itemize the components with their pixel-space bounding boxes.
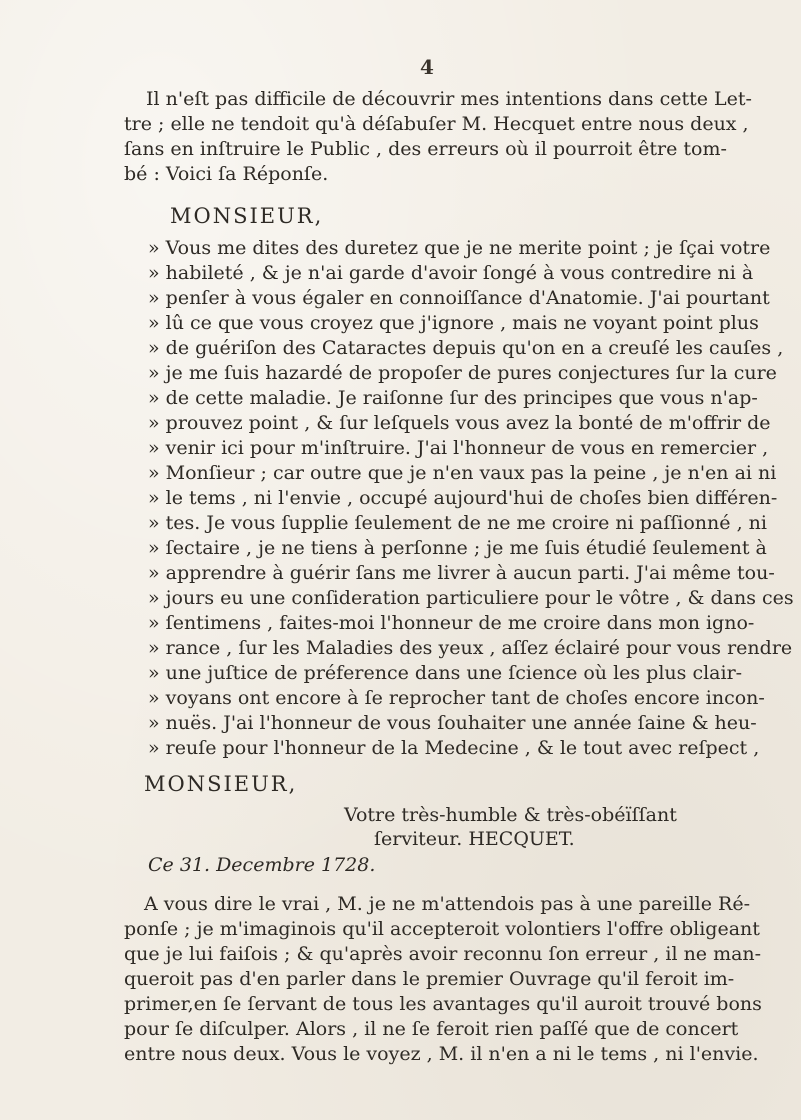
after-line-3: que je lui faiſois ; & qu'après avoir reconnu ſon erreur , il ne man- bbox=[124, 943, 762, 965]
after-line-4: queroit pas d'en parler dans le premier Ouvrage qu'il feroit im- bbox=[124, 968, 735, 990]
letter-line-7: » de cette maladie. Je raiſonne ſur des principes que vous n'ap- bbox=[148, 387, 758, 409]
letter-line-21: » reuſe pour l'honneur de la Medecine , & le tout avec reſpect , bbox=[148, 737, 760, 759]
letter-line-14: » apprendre à guérir ſans me livrer à aucun parti. J'ai même tou- bbox=[148, 562, 775, 584]
letter-line-13: » ſectaire , je ne tiens à perſonne ; je me ſuis étudié ſeulement à bbox=[148, 537, 767, 559]
letter-line-18: » une juſtice de préference dans une ſcience où les plus clair- bbox=[148, 662, 743, 684]
after-line-5: primer,en ſe ſervant de tous les avantages qu'il auroit trouvé bons bbox=[124, 993, 762, 1015]
closing-line-2: ſerviteur. HECQUET. bbox=[374, 828, 575, 850]
letter-line-4: » lû ce que vous croyez que j'ignore , mais ne voyant point plus bbox=[148, 312, 759, 334]
after-line-1: A vous dire le vrai , M. je ne m'attendois pas à une pareille Ré- bbox=[144, 893, 750, 915]
letter-date: Ce 31. Decembre 1728. bbox=[148, 854, 376, 876]
letter-line-16: » ſentimens , faites-moi l'honneur de me croire dans mon igno- bbox=[148, 612, 755, 634]
letter-line-20: » nuës. J'ai l'honneur de vous ſouhaiter une année ſaine & heu- bbox=[148, 712, 757, 734]
letter-line-3: » penſer à vous égaler en connoiſſance d'Anatomie. J'ai pourtant bbox=[148, 287, 770, 309]
intro-line-4: bé : Voici ſa Réponſe. bbox=[124, 163, 329, 185]
letter-line-2: » habileté , & je n'ai garde d'avoir ſongé à vous contredire ni à bbox=[148, 262, 754, 284]
closing-line-1: Votre très-humble & très-obéïſſant bbox=[344, 804, 677, 826]
intro-line-2: tre ; elle ne tendoit qu'à déſabuſer M. Hecquet entre nous deux , bbox=[124, 113, 749, 135]
intro-line-3: ſans en inſtruire le Public , des erreurs où il pourroit être tom- bbox=[124, 138, 727, 160]
letter-line-17: » rance , ſur les Maladies des yeux , aſſez éclairé pour vous rendre bbox=[148, 637, 793, 659]
after-line-6: pour ſe diſculper. Alors , il ne ſe feroit rien paſſé que de concert bbox=[124, 1018, 739, 1040]
intro-line-1: Il n'eſt pas difficile de découvrir mes intentions dans cette Let- bbox=[146, 88, 752, 110]
after-line-2: ponſe ; je m'imaginois qu'il accepteroit volontiers l'offre obligeant bbox=[124, 918, 760, 940]
salutation-top: MONSIEUR, bbox=[170, 204, 324, 228]
letter-line-12: » tes. Je vous ſupplie ſeulement de ne me croire ni paſſionné , ni bbox=[148, 512, 767, 534]
after-line-7: entre nous deux. Vous le voyez , M. il n'en a ni le tems , ni l'envie. bbox=[124, 1043, 759, 1065]
letter-line-10: » Monſieur ; car outre que je n'en vaux pas la peine , je n'en ai ni bbox=[148, 462, 777, 484]
letter-line-1: » Vous me dites des duretez que je ne merite point ; je ſçai votre bbox=[148, 237, 771, 259]
letter-line-11: » le tems , ni l'envie , occupé aujourd'hui de choſes bien différen- bbox=[148, 487, 778, 509]
letter-line-9: » venir ici pour m'inſtruire. J'ai l'honneur de vous en remercier , bbox=[148, 437, 769, 459]
letter-line-19: » voyans ont encore à ſe reprocher tant de choſes encore incon- bbox=[148, 687, 765, 709]
letter-line-8: » prouvez point , & ſur leſquels vous avez la bonté de m'offrir de bbox=[148, 412, 771, 434]
salutation-bottom: MONSIEUR, bbox=[144, 772, 298, 796]
letter-line-15: » jours eu une conſideration particuliere pour le vôtre , & dans ces bbox=[148, 587, 794, 609]
letter-line-6: » je me ſuis hazardé de propoſer de pures conjectures ſur la cure bbox=[148, 362, 777, 384]
page-number: 4 bbox=[420, 55, 434, 79]
letter-line-5: » de guériſon des Cataractes depuis qu'on en a creuſé les cauſes , bbox=[148, 337, 784, 359]
